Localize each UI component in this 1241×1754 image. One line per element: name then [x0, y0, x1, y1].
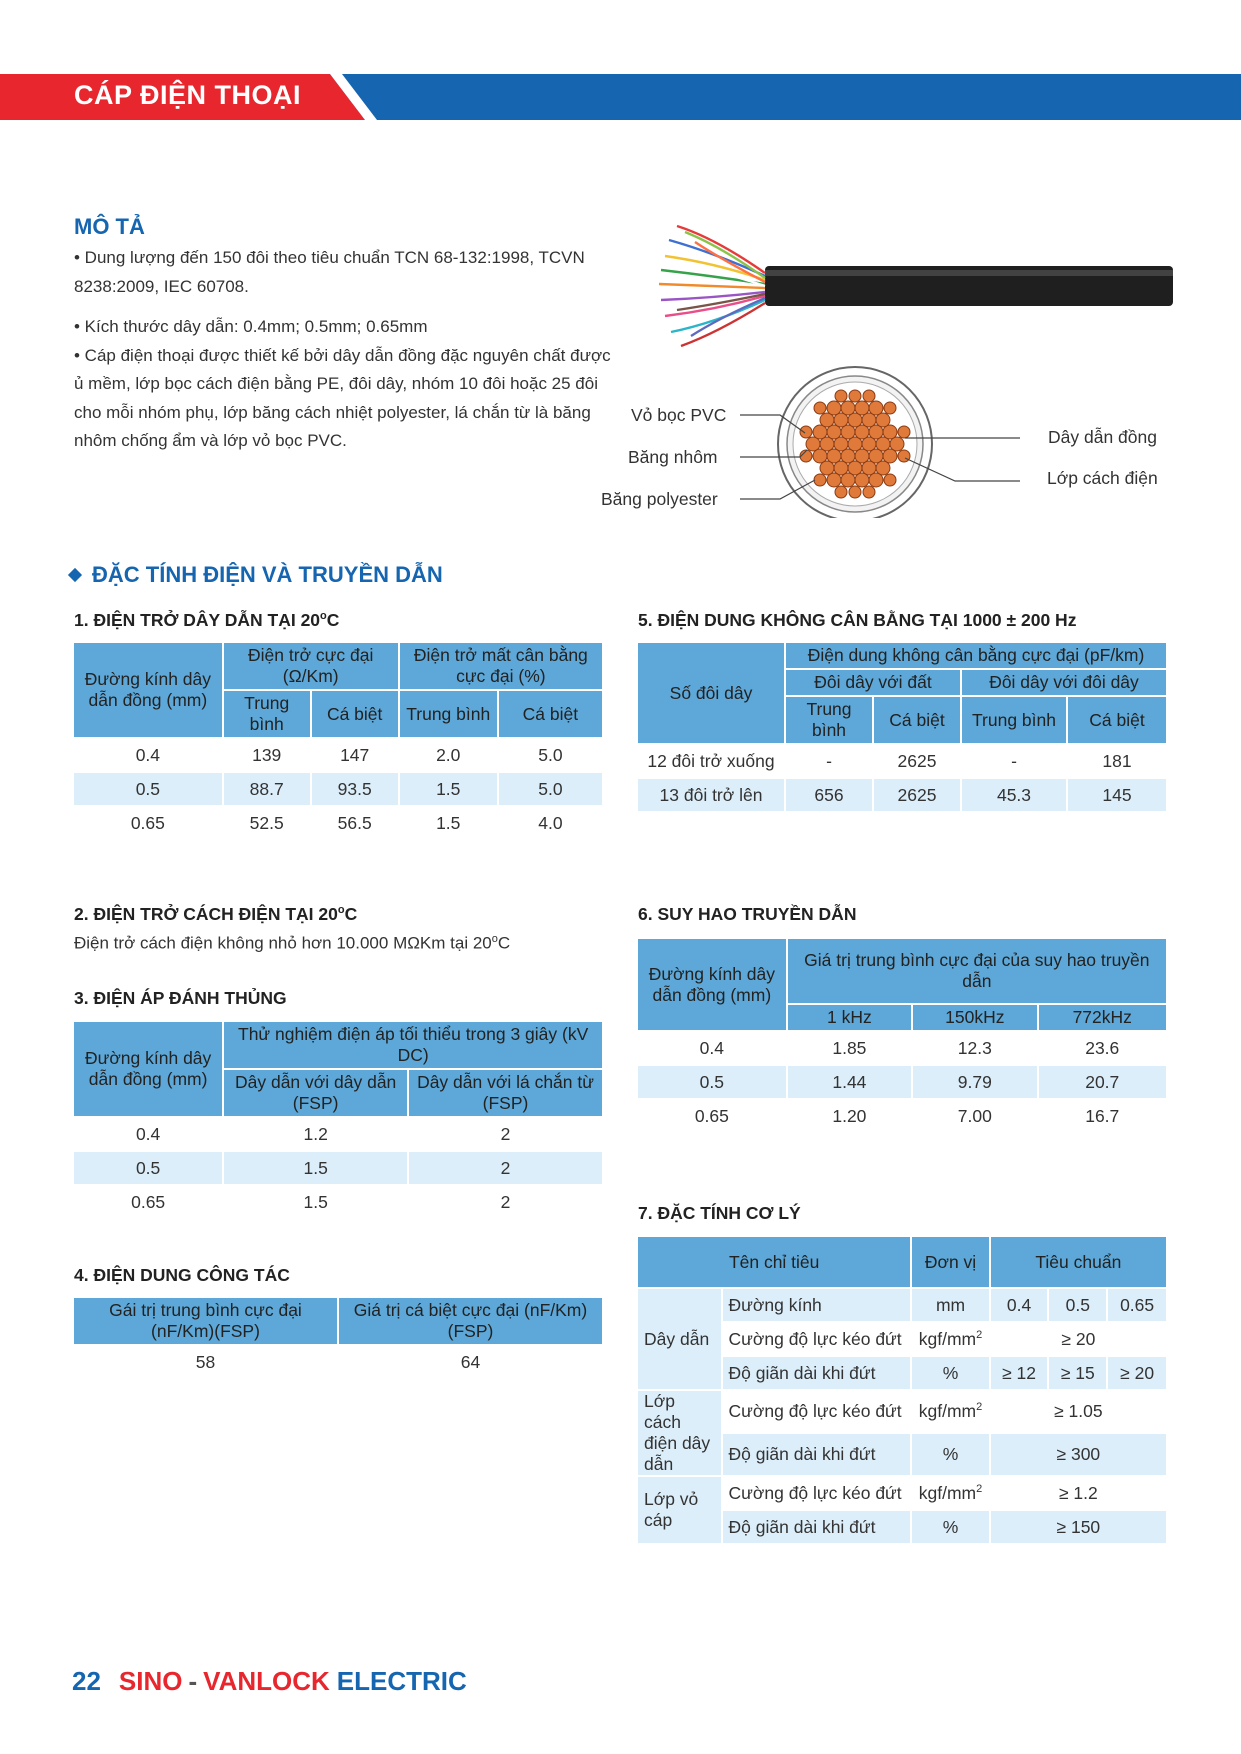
table-row: 0.4 1.85 12.3 23.6: [699, 1037, 1120, 1058]
table-row: Dây dẫn Đường kính mm 0.4 0.5 0.65: [638, 1289, 1166, 1321]
t6-h-1khz: 1 kHz: [788, 1005, 911, 1030]
t3-h-test: Thử nghiệm điện áp tối thiểu trong 3 giây (kV DC): [224, 1022, 602, 1068]
t1-h-diameter: Đường kính dây dẫn đồng (mm): [74, 643, 222, 737]
table-row: 0.65 52.5 56.5 1.5 4.0: [130, 812, 563, 833]
brand-dash: -: [188, 1666, 198, 1696]
t1-h-avg2: Trung bình: [400, 691, 497, 737]
t1-h-avg1: Trung bình: [224, 691, 310, 737]
t1-title: 1. ĐIỆN TRỞ DÂY DẪN TẠI 20$^o$C: [74, 610, 340, 630]
t3-h-c2s: Dây dẫn với lá chắn từ (FSP): [409, 1070, 602, 1116]
brand-vanlock: VANLOCK: [203, 1666, 330, 1696]
table-row: Lớp vỏ cáp Cường độ lực kéo đứt kgf/$mm^2$ ≥ 1.2: [638, 1477, 1166, 1509]
table-row: 0.4 139 147 2.0 5.0: [135, 744, 563, 765]
t4-h-ind: Giá trị cá biệt cực đại (nF/Km)(FSP): [339, 1298, 602, 1344]
description-sizes: • Kích thước dây dẫn: 0.4mm; 0.5mm; 0.65mm: [74, 317, 428, 336]
t7-h-name: Tên chỉ tiêu: [638, 1237, 910, 1287]
label-polyester-tape: Băng polyester: [601, 489, 718, 509]
t3-h-diameter: Đường kính dây dẫn đồng (mm): [74, 1022, 222, 1116]
t6-h-772khz: 772kHz: [1039, 1005, 1167, 1030]
description-capacity: • Dung lượng đến 150 đôi theo tiêu chuẩn TCN 68-132:1998, TCVN 8238:2009, IEC 60708.: [74, 248, 585, 296]
table-row: 0.5 1.44 9.79 20.7: [638, 1066, 1166, 1098]
t4-h-avg: Gái trị trung bình cực đại (nF/Km)(FSP): [74, 1298, 337, 1344]
brand-electric: ELECTRIC: [336, 1666, 467, 1696]
t6-h-150khz: 150kHz: [913, 1005, 1036, 1030]
t4-title: 4. ĐIỆN DUNG CÔNG TÁC: [74, 1265, 290, 1285]
table-row: 0.65 1.20 7.00 16.7: [694, 1105, 1120, 1126]
t2-note: Điện trở cách điện không nhỏ hơn 10.000 MΩKm tại 20$^o$C: [74, 933, 511, 953]
label-copper-conductor: Dây dẫn đồng: [1048, 427, 1157, 447]
description-body: [74, 244, 614, 468]
t5-capacitance-unbalance: [636, 641, 1168, 813]
t6-h-diameter: Đường kính dây dẫn đồng (mm): [638, 939, 786, 1030]
t3-title: 3. ĐIỆN ÁP ĐÁNH THỦNG: [74, 988, 287, 1008]
t5-h-avg2: Trung bình: [962, 697, 1066, 743]
label-aluminum-tape: Băng nhôm: [628, 447, 718, 467]
description-design: • Cáp điện thoại được thiết kế bởi dây dẫn đồng đặc nguyên chất được ủ mềm, lớp bọc cách điện bằng PE, đôi dây, nhóm 10 đôi hoặc 25 đôi cho mỗi nhóm phụ, lớp băng cách nhiệt polyester, lá chắn từ là băng nhôm chống ẩm và lớp vỏ bọc PVC.: [74, 345, 611, 450]
header-banner-blue: [330, 74, 1241, 120]
t2-title: 2. ĐIỆN TRỞ CÁCH ĐIỆN TẠI 20$^o$C: [74, 904, 358, 924]
t5-h-max: Điện dung không cân bằng cực đại (pF/km): [786, 643, 1166, 668]
label-insulation: Lớp cách điện: [1047, 468, 1158, 488]
description-heading: MÔ TẢ: [74, 214, 145, 239]
t5-h-ind1: Cá biệt: [874, 697, 960, 743]
wire-bundle: [659, 226, 765, 346]
t5-h-pair-ground: Đôi dây với đất: [786, 670, 960, 695]
t5-h-pairs: Số đôi dây: [638, 643, 784, 743]
t5-h-ind2: Cá biệt: [1068, 697, 1166, 743]
t1-h-max: Điện trở cực đại (Ω/Km): [224, 643, 398, 689]
t1-h-ind2: Cá biệt: [499, 691, 602, 737]
t3-breakdown-voltage: [72, 1020, 604, 1220]
cable-highlight: [765, 270, 1173, 276]
table-row: 0.65 1.5 2: [131, 1191, 511, 1212]
table-row: Độ giãn dài khi đứt % ≥ 300: [638, 1434, 1166, 1475]
conductor-cluster: [800, 390, 910, 498]
t7-mechanical-properties: [636, 1235, 1168, 1545]
t7-h-standard: Tiêu chuẩn: [991, 1237, 1166, 1287]
page-number: 22: [72, 1666, 101, 1696]
table-row: Cường độ lực kéo đứt kgf/$mm^2$ ≥ 20: [728, 1328, 1096, 1349]
t6-h-avg: Giá trị trung bình cực đại của suy hao truyền dẫn: [788, 939, 1166, 1003]
t1-conductor-resistance: [72, 641, 604, 841]
t5-h-avg1: Trung bình: [786, 697, 872, 743]
table-row: 0.5 88.7 93.5 1.5 5.0: [74, 773, 602, 805]
table-row: 0.4 1.2 2: [135, 1123, 511, 1144]
diamond-bullet-icon: [68, 568, 82, 582]
t7-h-unit: Đơn vị: [912, 1237, 988, 1287]
t4-mutual-capacitance: [72, 1296, 604, 1380]
table-row: 58 64: [195, 1351, 481, 1372]
table-row: 13 đôi trở lên 656 2625 45.3 145: [638, 779, 1166, 811]
t3-h-c2c: Dây dẫn với dây dẫn (FSP): [224, 1070, 407, 1116]
t7-title: 7. ĐẶC TÍNH CƠ LÝ: [638, 1203, 801, 1223]
table-row: Độ giãn dài khi đứt % ≥ 12 ≥ 15 ≥ 20: [638, 1357, 1166, 1389]
footer: [72, 1666, 467, 1697]
brand-sino: SINO: [118, 1666, 183, 1696]
t1-h-unbalance: Điện trở mất cân bằng cực đại (%): [400, 643, 602, 689]
t6-attenuation: [636, 937, 1168, 1134]
table-row: 12 đôi trở xuống - 2625 - 181: [647, 750, 1132, 771]
label-pvc-sheath: Vỏ bọc PVC: [631, 405, 727, 425]
table-row: 0.5 1.5 2: [74, 1152, 602, 1184]
t5-h-pair-pair: Đôi dây với đôi dây: [962, 670, 1166, 695]
section-heading: [70, 562, 443, 588]
t1-h-ind1: Cá biệt: [312, 691, 398, 737]
page-title: CÁP ĐIỆN THOẠI: [74, 80, 302, 110]
t6-title: 6. SUY HAO TRUYỀN DẪN: [638, 904, 857, 924]
table-row: Độ giãn dài khi đứt % ≥ 150: [638, 1511, 1166, 1543]
table-row: Lớp cách điện dây dẫn Cường độ lực kéo đứt kgf/$mm^2$ ≥ 1.05: [638, 1391, 1166, 1432]
t5-title: 5. ĐIỆN DUNG KHÔNG CÂN BẰNG TẠI 1000 ± 200 Hz: [638, 610, 1077, 630]
section-title: ĐẶC TÍNH ĐIỆN VÀ TRUYỀN DẪN: [92, 562, 443, 587]
